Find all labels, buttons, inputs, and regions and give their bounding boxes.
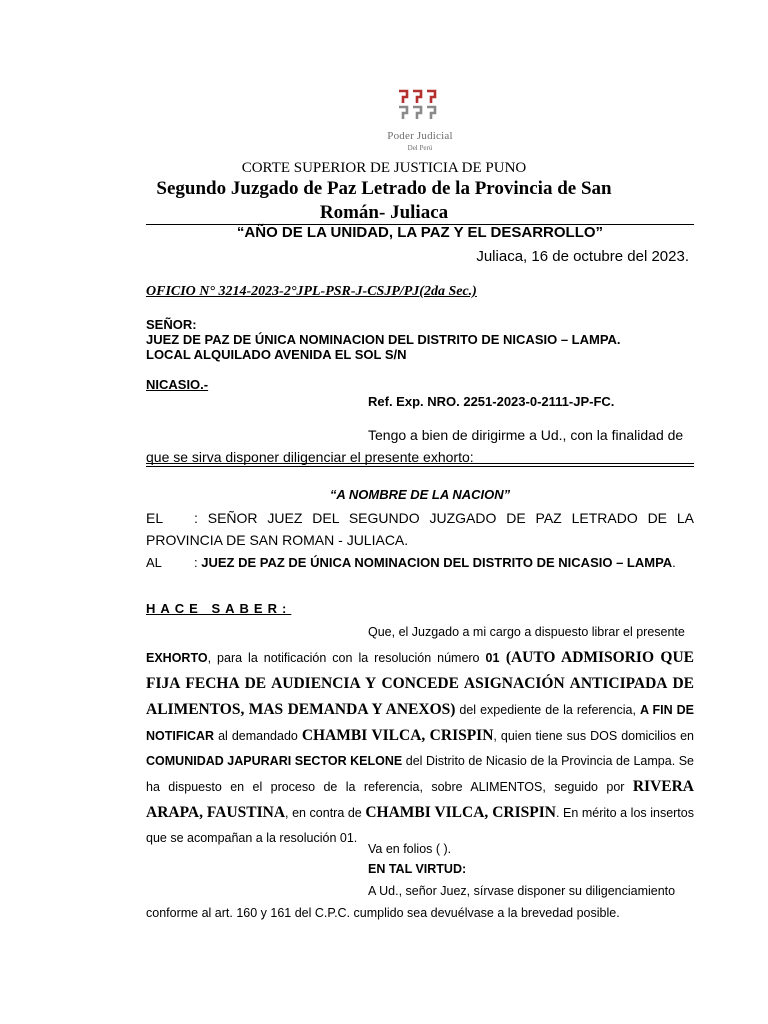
intro-divider-bottom — [146, 466, 694, 467]
body-text-3: del expediente de la referencia, — [455, 703, 640, 717]
logo-subtitle: Del Perú — [407, 144, 433, 152]
body-text-2: , para la notificación con la resolución número — [207, 651, 486, 665]
al-end: . — [672, 555, 676, 570]
court-office-title — [150, 177, 618, 225]
defendant-name: CHAMBI VILCA, CRISPIN — [301, 727, 494, 744]
exhorto-word: EXHORTO — [146, 651, 208, 665]
en-tal-virtud: EN TAL VIRTUD: — [368, 862, 467, 876]
court-office-title-line2: Román- Juliaca — [319, 202, 449, 223]
al-text: JUEZ DE PAZ DE ÚNICA NOMINACION DEL DISTRITO DE NICASIO – LAMPA — [201, 555, 673, 570]
el-text: : SEÑOR JUEZ DEL SEGUNDO JUZGADO DE PAZ LETRADO DE LA PROVINCIA DE SAN ROMAN - JULIACA. — [146, 510, 694, 548]
body-text-5: , quien tiene sus DOS domicilios en — [493, 729, 694, 743]
defendant-name-2: CHAMBI VILCA, CRISPIN — [365, 804, 556, 821]
court-name: CORTE SUPERIOR DE JUSTICIA DE PUNO — [241, 160, 527, 176]
intro-divider-top — [146, 463, 694, 464]
al-label: AL — [146, 555, 162, 570]
auto-description: (AUTO ADMISORIO QUE FIJA FECHA DE AUDIENCIA Y CONCEDE ASIGNACIÓN ANTICIPADA DE ALIMENTOS, MAS DEMANDA Y ANEXOS) — [146, 649, 694, 718]
intro-paragraph — [146, 424, 694, 468]
closing-line2: conforme al art. 160 y 161 del C.P.C. cumplido sea devuélvase a la brevedad posible. — [146, 906, 620, 920]
folios-line: Va en folios ( ). — [368, 842, 452, 856]
hace-saber-heading: HACE SABER: — [146, 601, 292, 616]
community-name: COMUNIDAD JAPURARI SECTOR KELONE — [146, 754, 403, 768]
nation-heading: “A NOMBRE DE LA NACION” — [329, 487, 511, 502]
body-main — [146, 645, 694, 851]
case-reference: Ref. Exp. NRO. 2251-2023-0-2111-JP-FC. — [368, 394, 615, 409]
recipient-salutation: SEÑOR: — [146, 317, 197, 332]
year-motto: “AÑO DE LA UNIDAD, LA PAZ Y EL DESARROLLO” — [236, 224, 604, 241]
al-paragraph — [146, 555, 694, 570]
logo-name: Poder Judicial — [387, 130, 453, 142]
intro-line1: Tengo a bien de dirigirme a Ud., con la finalidad de — [368, 427, 684, 443]
el-paragraph — [146, 507, 694, 551]
body-text-8: . En mérito a los insertos que se acompañan a la resolución 01. — [146, 806, 694, 845]
el-label: EL — [146, 510, 164, 526]
court-office-title-line1: Segundo Juzgado de Paz Letrado de la Provincia de San — [156, 178, 612, 199]
body-text-7: , en contra de — [285, 806, 366, 820]
oficio-number: OFICIO N° 3214-2023-2°JPL-PSR-J-CSJP/PJ(2da Sec.) — [146, 284, 477, 299]
recipient-line1: JUEZ DE PAZ DE ÚNICA NOMINACION DEL DISTRITO DE NICASIO – LAMPA. — [146, 332, 621, 347]
recipient-city: NICASIO.- — [146, 377, 209, 392]
body-text-6: del Distrito de Nicasio de la Provincia de Lampa. Se ha dispuesto en el proceso de la referencia, sobre ALIMENTOS, seguido por — [146, 754, 694, 794]
body-paragraph — [146, 620, 694, 851]
closing-paragraph — [146, 880, 694, 924]
resolution-number: 01 — [485, 651, 500, 665]
recipient-line2: LOCAL ALQUILADO AVENIDA EL SOL S/N — [146, 347, 407, 362]
closing-line1: A Ud., señor Juez, sírvase disponer su diligenciamiento — [368, 884, 676, 898]
document-date: Juliaca, 16 de octubre del 2023. — [476, 248, 689, 265]
body-text-4: al demandado — [214, 729, 302, 743]
a-fin-notificar: A FIN DE NOTIFICAR — [146, 703, 694, 743]
al-colon: : — [194, 555, 198, 570]
body-line1: Que, el Juzgado a mi cargo a dispuesto librar el presente — [368, 625, 685, 639]
intro-line2: que se sirva disponer diligenciar el presente exhorto: — [146, 449, 474, 465]
poder-judicial-logo — [370, 84, 470, 160]
poder-judicial-emblem-icon — [396, 88, 442, 122]
plaintiff-name: RIVERA ARAPA, FAUSTINA — [146, 778, 694, 821]
